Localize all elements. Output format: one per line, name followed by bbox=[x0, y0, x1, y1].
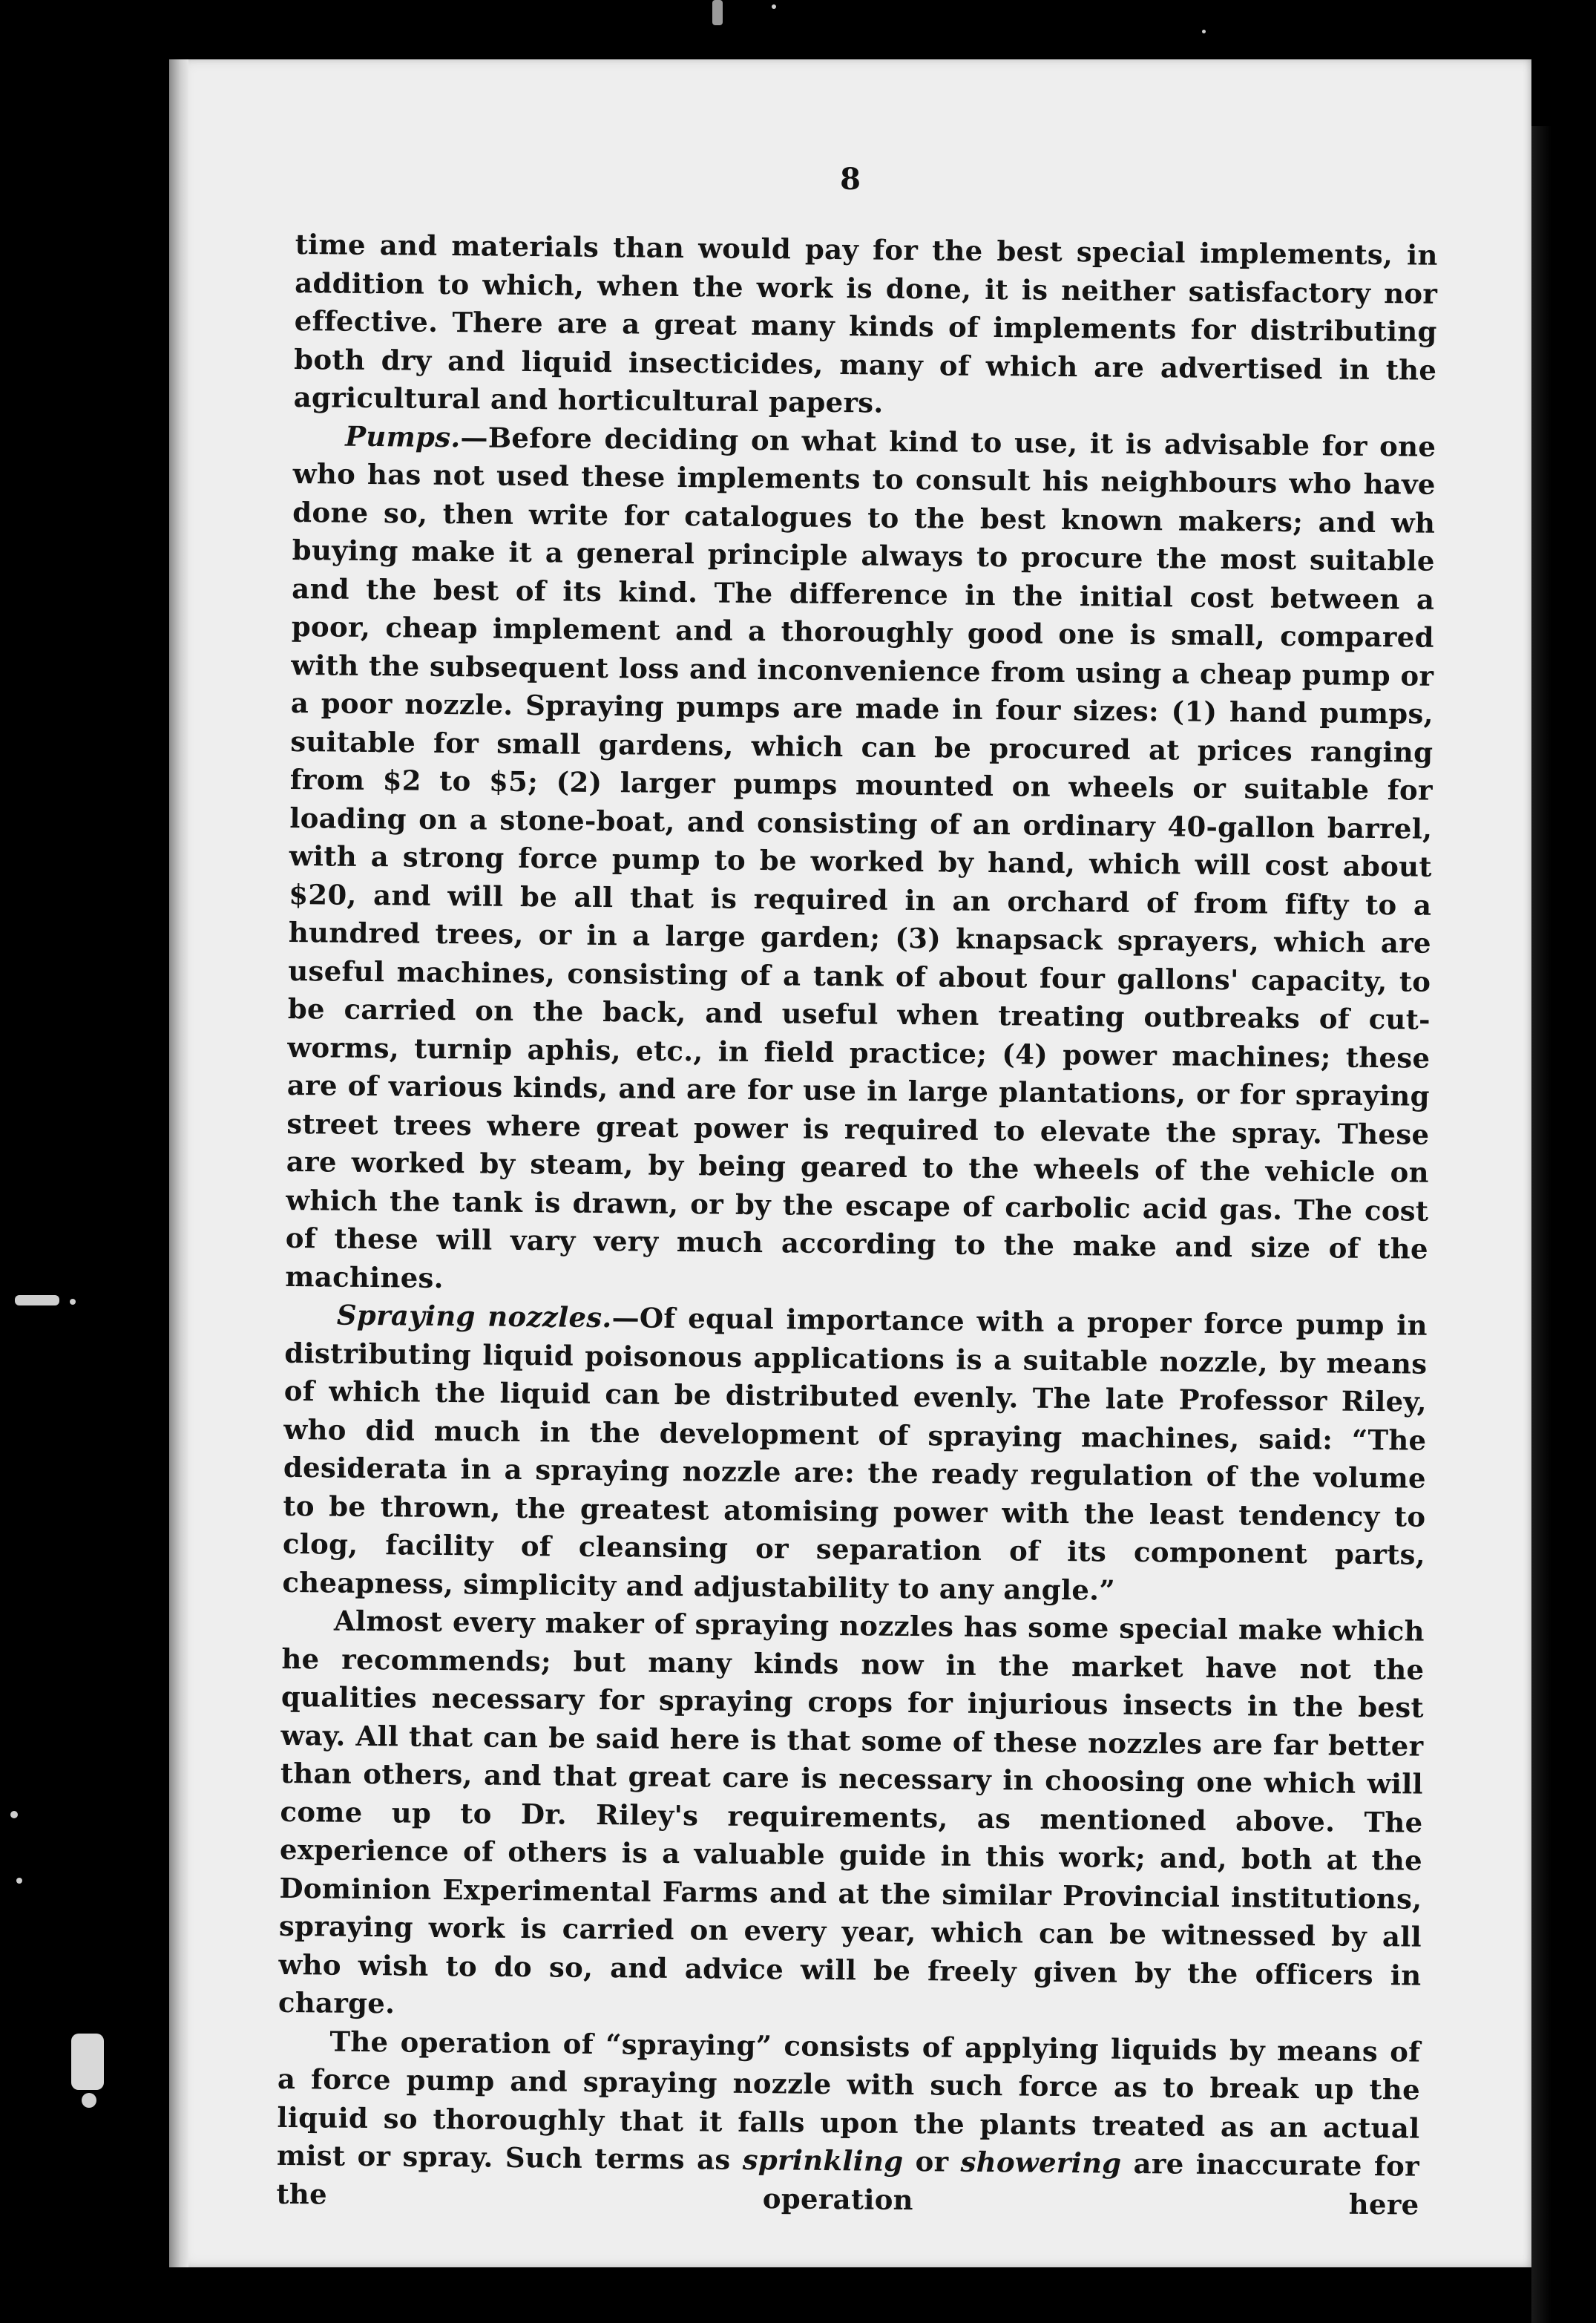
paragraph-operation-of-spraying bbox=[276, 2022, 1420, 2224]
book-page bbox=[169, 59, 1531, 2267]
paragraph-pumps bbox=[285, 416, 1436, 1306]
paragraph-text-part: are inaccurate for the operation here bbox=[276, 2146, 1420, 2221]
page-number: 8 bbox=[840, 162, 861, 197]
term-sprinkling: sprinkling bbox=[742, 2143, 904, 2178]
facing-page-shadow bbox=[1531, 126, 1596, 2323]
paragraph-nozzle-makers bbox=[278, 1602, 1425, 2033]
section-lead-spraying-nozzles: Spraying nozzles. bbox=[336, 1298, 612, 1334]
paragraph-1 bbox=[294, 226, 1438, 427]
paragraph-text-part: or bbox=[903, 2144, 961, 2178]
paragraph-text: —Before deciding on what kind to use, it is advisable for one who has not used these implements to consult his neighbours who have done so, then write for catalogues to the best known makers; and wh buying make it a general principle always to procure the most suitable and the best of its kind. The difference in the initial cost between a poor, cheap implement and a thoroughly good one is small, compared with the subsequent loss and inconvenience from using a cheap pump or a poor nozzle. Spraying pumps are made in four sizes: (1) hand pumps, suitable for small gardens, which can be procured at prices ranging from $2 to $5; (2) larger pumps mounted on wheels or suitable for loading on a stone-boat, and consisting of an ordinary 40-gallon barrel, with a strong force pump to be worked by hand, which will cost about $20, and will be all that is required in an orchard of from fifty to a hundred trees, or in a large garden; (3) knapsack sprayers, which are useful machines, consisting of a tank of about four gallons' capacity, to be carried on the back, and useful when treating outbreaks of cut-worms, turnip aphis, etc., in field practice; (4) power machines; these are of various kinds, and are for use in large plantations, or for spraying street trees where great power is required to elevate the spray. These are worked by steam, by being geared to the wheels of the vehicle on which the tank is drawn, or by the escape of carbolic acid gas. The cost of these will vary very much according to the make and size of the machines. bbox=[285, 420, 1436, 1294]
term-showering: showering bbox=[960, 2145, 1122, 2180]
paragraph-text: —Of equal importance with a proper force pump in distributing liquid poisonous applications is a suitable nozzle, by means of which the liquid can be distributed evenly. The late Professor Riley, who did much in the development of spraying machines, said: “The desiderata in a spraying nozzle are: the ready regulation of the volume to be thrown, the greatest atomising power with the least tendency to clog, facility of cleansing or separation of its component parts, cheapness, simplicity and adjustability to any angle.” bbox=[282, 1301, 1428, 1607]
body-text bbox=[276, 226, 1438, 2224]
paragraph-text-part: The operation of “spraying” consists of applying liquids by means of a force pump and spraying nozzle with such force as to break up the liquid so thoroughly that it falls upon the plants treated as an actual mist or spray. Such terms as bbox=[276, 2025, 1421, 2176]
section-lead-pumps: Pumps. bbox=[345, 419, 461, 453]
paragraph-spraying-nozzles bbox=[282, 1296, 1428, 1613]
paragraph-text: Almost every maker of spraying nozzles has some special make which he recommends; but many kinds now in the market have not the qualities necessary for spraying crops for injurious insects in the best way. All that can be said here is that some of these nozzles are far better than others, and that great care is necessary in choosing one which will come up to Dr. Riley's requirements, as mentioned above. The experience of others is a valuable guide in this work; and, both at the Dominion Experimental Farms and at the similar Provincial institutions, spraying work is carried on every year, which can be witnessed by all who wish to do so, and advice will be freely given by the officers in charge. bbox=[278, 1604, 1425, 2020]
page-binding-edge bbox=[169, 59, 188, 2267]
paragraph-text: time and materials than would pay for the best special implements, in addition to which, when the work is done, it is neither satisfactory nor effective. There are a great many kinds of implements for distributing both dry and liquid insecticides, many of which are advertised in the agricultural and horticultural papers. bbox=[293, 227, 1438, 419]
